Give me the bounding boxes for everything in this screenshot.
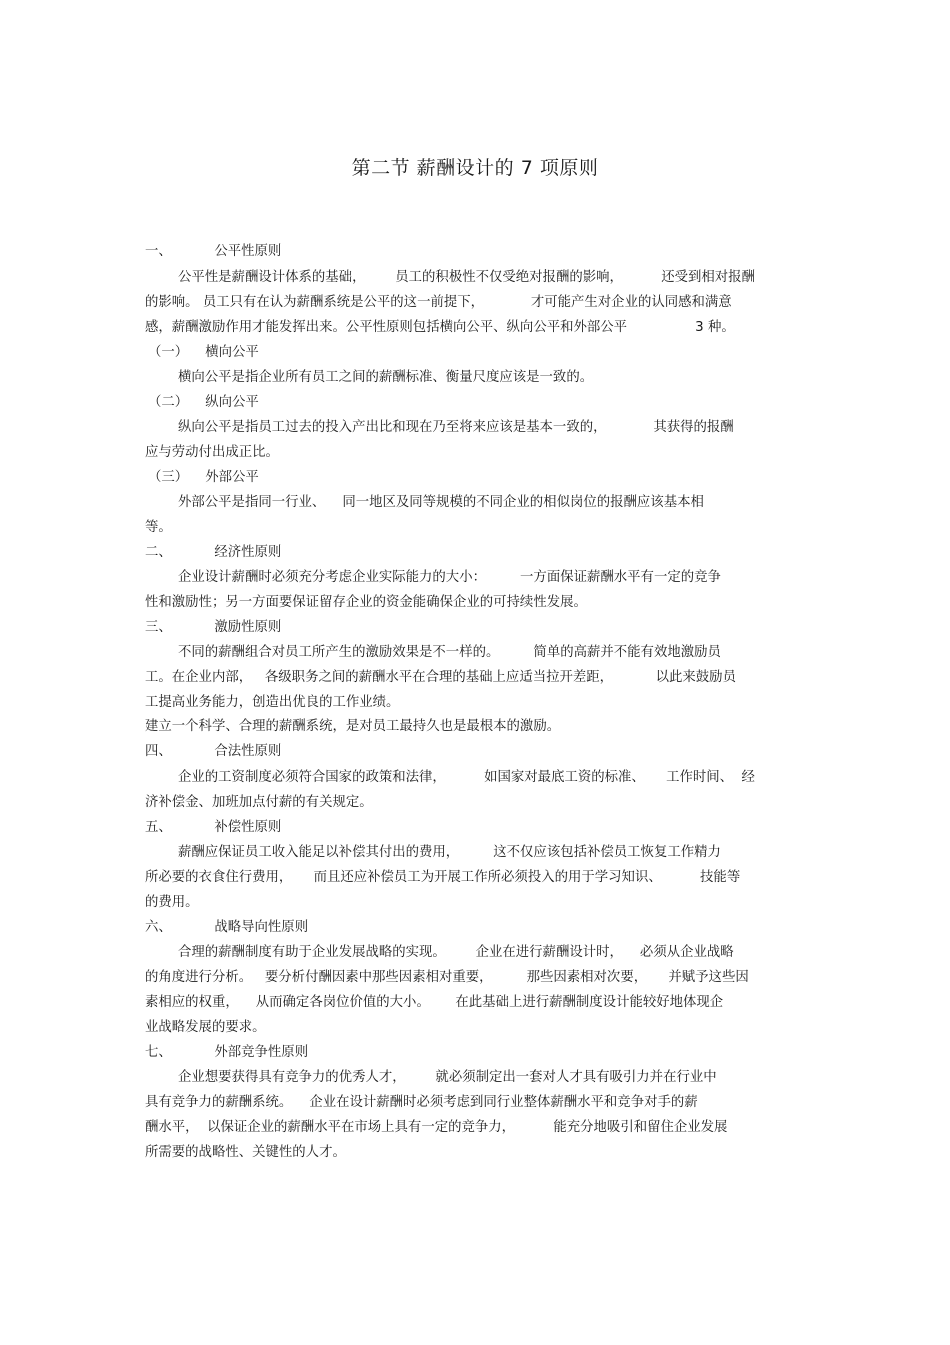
text-line: 企业想要获得具有竞争力的优秀人才， 就必须制定出一套对人才具有吸引力并在行业中 bbox=[178, 1070, 717, 1085]
text-line: 等。 bbox=[145, 520, 172, 535]
text-line: 企业设计薪酬时必须充分考虑企业实际能力的大小： 一方面保证薪酬水平有一定的竞争 bbox=[178, 570, 721, 585]
text-line: 济补偿金、加班加点付薪的有关规定。 bbox=[145, 795, 373, 810]
text-line: 七、 外部竞争性原则 bbox=[145, 1045, 309, 1060]
text-line: 一、 公平性原则 bbox=[145, 244, 282, 259]
text-line: （三） 外部公平 bbox=[148, 470, 259, 485]
text-line: 工提高业务能力，创造出优良的工作业绩。 bbox=[145, 695, 400, 710]
text-line: 的影响。 员工只有在认为薪酬系统是公平的这一前提下， 才可能产生对企业的认同感和满意 bbox=[145, 295, 732, 310]
text-line: 的费用。 bbox=[145, 895, 199, 910]
text-line: 五、 补偿性原则 bbox=[145, 820, 282, 835]
text-line: 四、 合法性原则 bbox=[145, 744, 282, 759]
text-line: 感，薪酬激励作用才能发挥出来。公平性原则包括横向公平、纵向公平和外部公平 3 种。 bbox=[145, 320, 735, 335]
text-line: 所需要的战略性、关键性的人才。 bbox=[145, 1145, 346, 1160]
text-line: 建立一个科学、合理的薪酬系统，是对员工最持久也是最根本的激励。 bbox=[145, 719, 561, 734]
text-line: 企业的工资制度必须符合国家的政策和法律， 如国家对最底工资的标准、 工作时间、 经 bbox=[178, 770, 755, 785]
text-line: 薪酬应保证员工收入能足以补偿其付出的费用， 这不仅应该包括补偿员工恢复工作精力 bbox=[178, 845, 721, 860]
text-line: 业战略发展的要求。 bbox=[145, 1020, 266, 1035]
text-line: 公平性是薪酬设计体系的基础， 员工的积极性不仅受绝对报酬的影响， 还受到相对报酬 bbox=[178, 270, 755, 285]
text-line: 纵向公平是指员工过去的投入产出比和现在乃至将来应该是基本一致的， 其获得的报酬 bbox=[178, 420, 734, 435]
text-line: 的角度进行分析。 要分析付酬因素中那些因素相对重要， 那些因素相对次要， 并赋予这些因 bbox=[145, 970, 749, 985]
page-title: 第二节 薪酬设计的 7 项原则 bbox=[351, 157, 599, 179]
text-line: （一） 横向公平 bbox=[148, 345, 259, 360]
text-line: （二） 纵向公平 bbox=[148, 395, 259, 410]
text-line: 所必要的衣食住行费用， 而且还应补偿员工为开展工作所必须投入的用于学习知识、 技能等 bbox=[145, 870, 741, 885]
text-line: 不同的薪酬组合对员工所产生的激励效果是不一样的。 简单的高薪并不能有效地激励员 bbox=[178, 645, 721, 660]
text-line: 应与劳动付出成正比。 bbox=[145, 445, 279, 460]
text-line: 具有竞争力的薪酬系统。 企业在设计薪酬时必须考虑到同行业整体薪酬水平和竞争对手的薪 bbox=[145, 1095, 698, 1110]
text-line: 横向公平是指企业所有员工之间的薪酬标准、衡量尺度应该是一致的。 bbox=[178, 370, 594, 385]
text-line: 六、 战略导向性原则 bbox=[145, 920, 309, 935]
text-line: 酬水平， 以保证企业的薪酬水平在市场上具有一定的竞争力， 能充分地吸引和留住企业发展 bbox=[145, 1120, 728, 1135]
text-line: 性和激励性；另一方面要保证留存企业的资金能确保企业的可持续性发展。 bbox=[145, 595, 587, 610]
text-line: 外部公平是指同一行业、 同一地区及同等规模的不同企业的相似岗位的报酬应该基本相 bbox=[178, 495, 704, 510]
text-line: 合理的薪酬制度有助于企业发展战略的实现。 企业在进行薪酬设计时， 必须从企业战略 bbox=[178, 945, 734, 960]
text-line: 素相应的权重， 从而确定各岗位价值的大小。 在此基础上进行薪酬制度设计能较好地体现企 bbox=[145, 995, 724, 1010]
text-line: 工。在企业内部， 各级职务之间的薪酬水平在合理的基础上应适当拉开差距， 以此来鼓励员 bbox=[145, 670, 736, 685]
text-line: 二、 经济性原则 bbox=[145, 545, 282, 560]
text-line: 三、 激励性原则 bbox=[145, 620, 282, 635]
